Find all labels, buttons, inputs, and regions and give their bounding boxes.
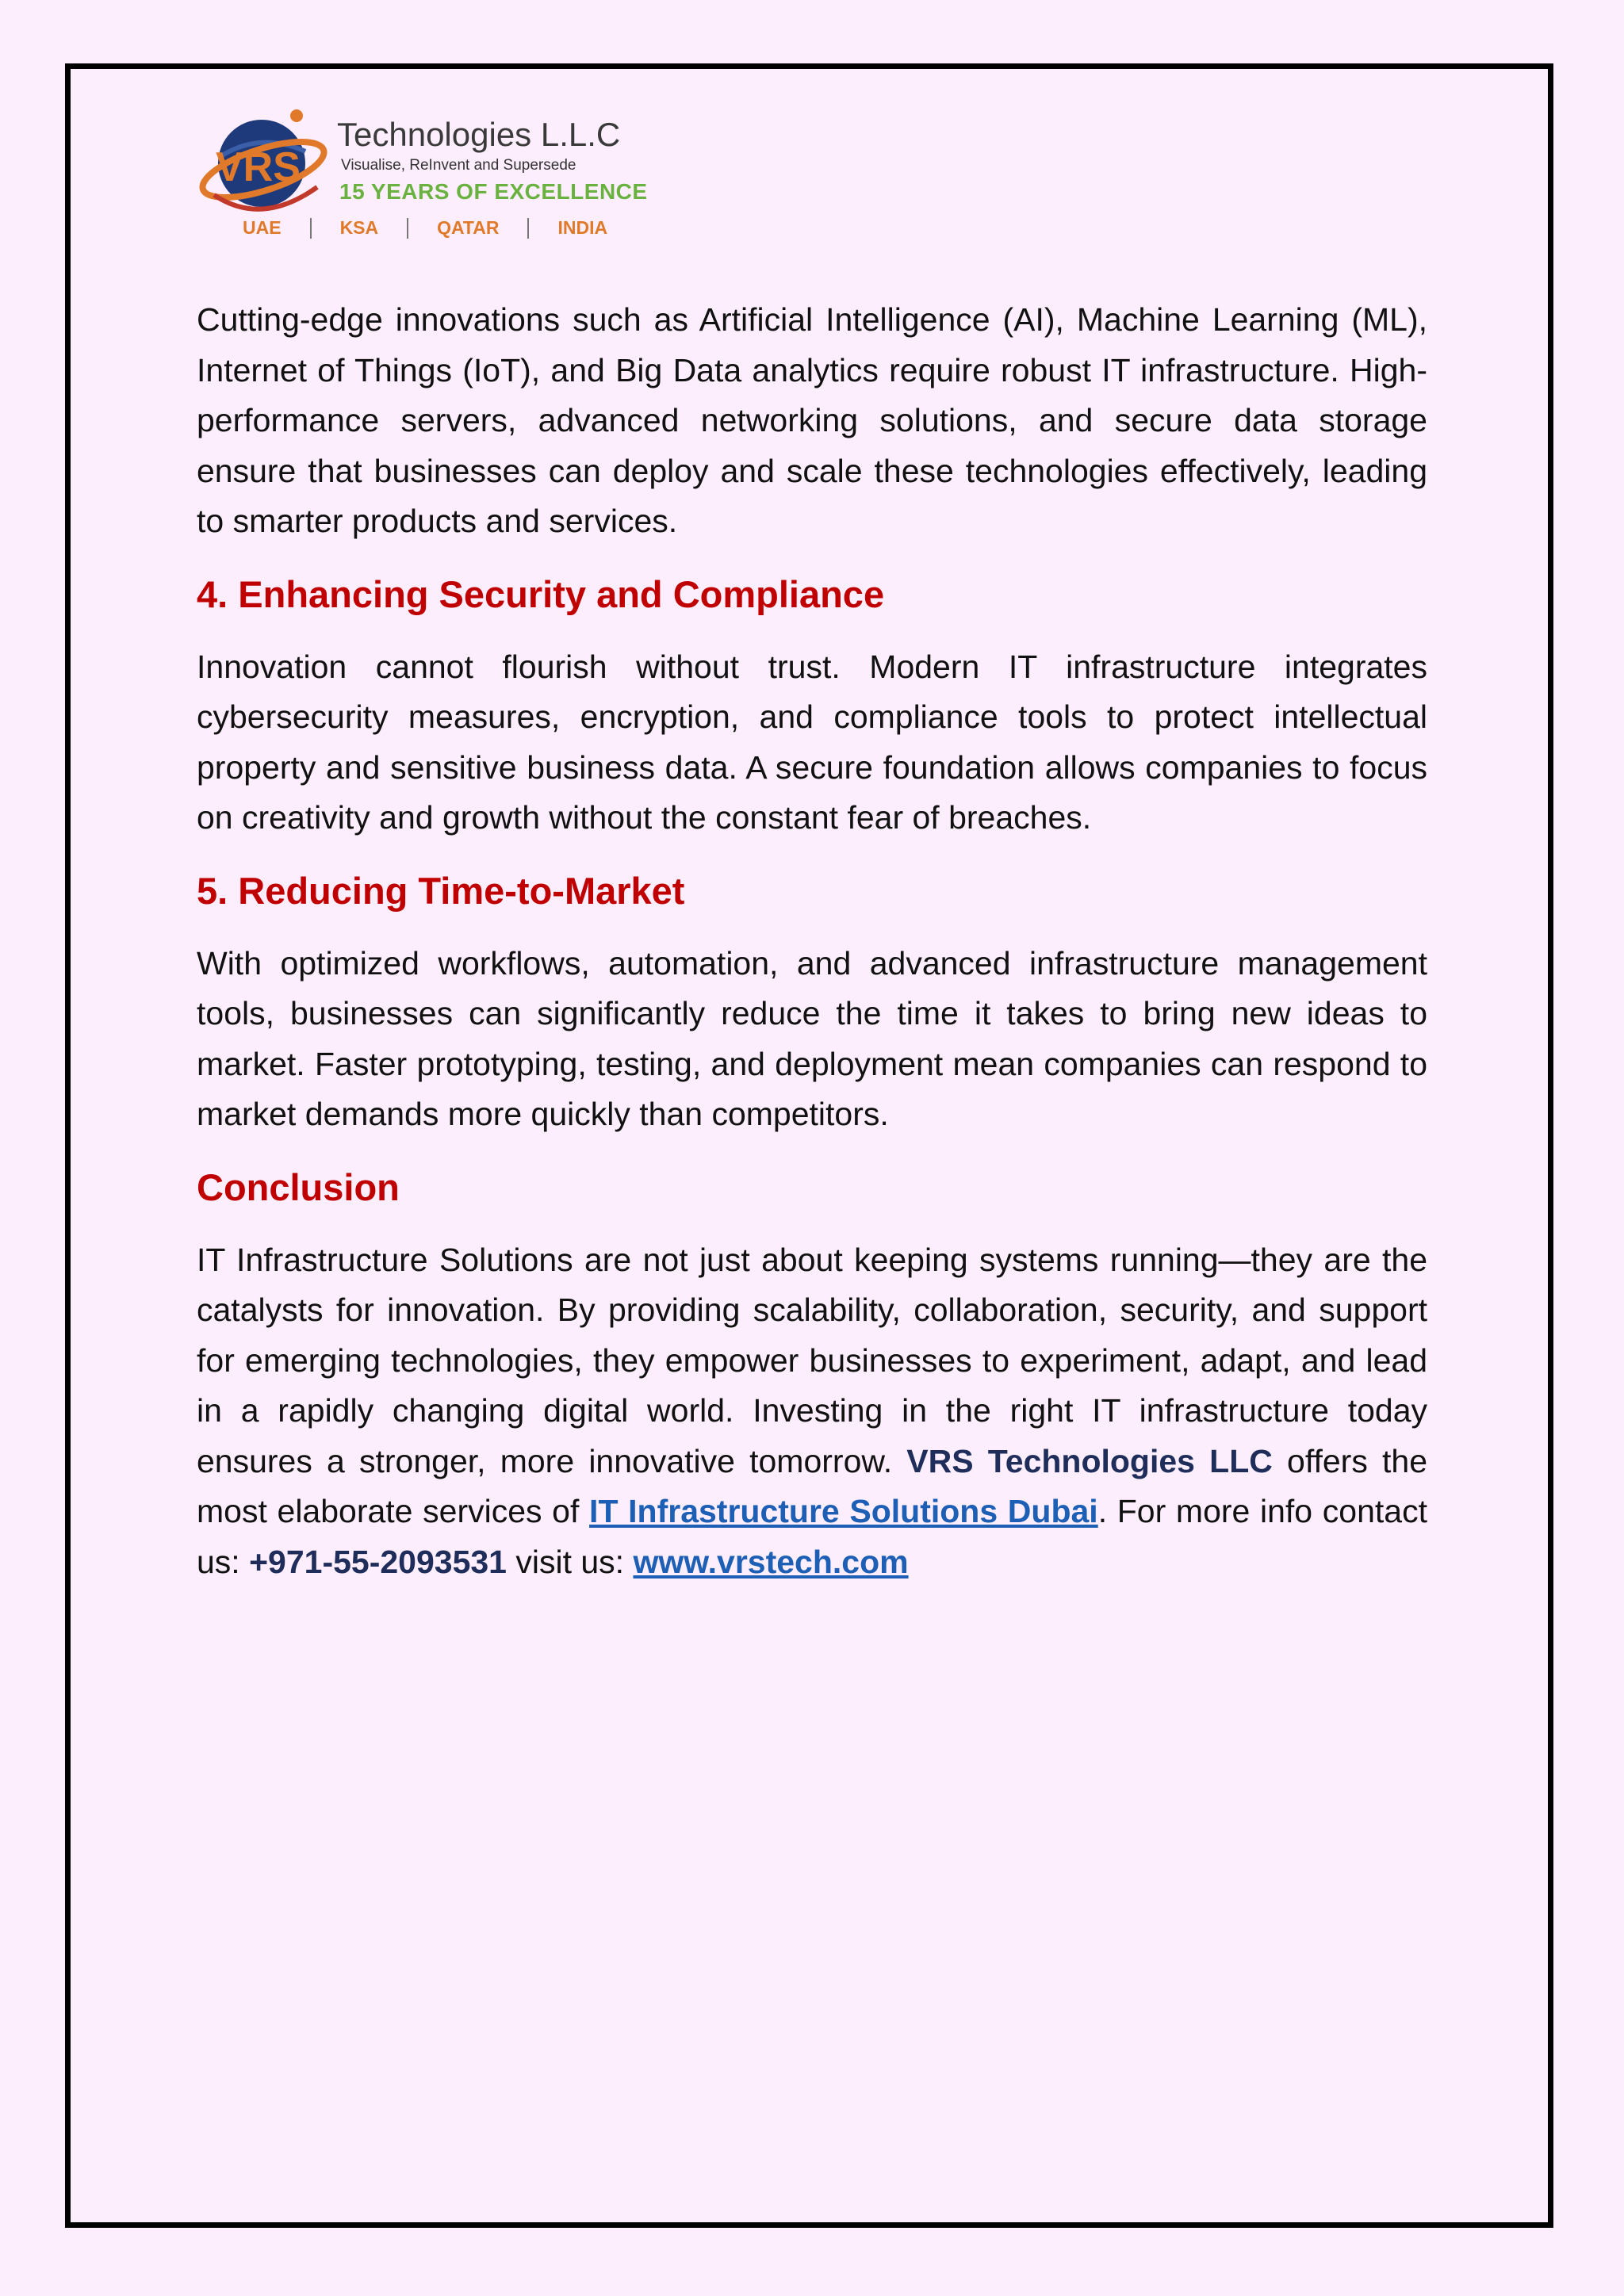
logo-regions: [243, 217, 607, 239]
region-qatar: QATAR: [437, 217, 500, 238]
service-link[interactable]: IT Infrastructure Solutions Dubai: [589, 1493, 1098, 1529]
logo-mark-text: VRS: [216, 144, 301, 190]
conclusion-contact-text: . For more info contact us:: [197, 1493, 1427, 1580]
document-body: [197, 295, 1427, 1587]
company-logo: [198, 108, 658, 247]
logo-excellence: 15 YEARS OF EXCELLENCE: [339, 179, 648, 204]
region-uae: UAE: [243, 217, 282, 238]
section-5-paragraph: With optimized workflows, automation, and advanced infrastructure management tools, businesses can significantly reduce the time it takes to bring new ideas to market. Faster prototyping, testing, and deployment mean companies can respond to market demands more quickly than competitors.: [197, 944, 1427, 1132]
region-india: INDIA: [557, 217, 608, 238]
website-link[interactable]: www.vrstech.com: [633, 1543, 909, 1580]
region-divider: [527, 218, 529, 239]
region-divider: [310, 218, 312, 239]
region-divider: [407, 218, 408, 239]
logo-tagline: Visualise, ReInvent and Supersede: [341, 157, 576, 174]
conclusion-visit-text: visit us:: [506, 1543, 634, 1580]
conclusion-offers-text: offers the most elaborate services of: [197, 1442, 1428, 1529]
intro-paragraph: Cutting-edge innovations such as Artificial Intelligence (AI), Machine Learning (ML), Internet of Things (IoT), and Big Data analytics require robust IT infrastructure. High-performance servers, advanced networking solutions, and secure data storage ensure that businesses can deploy and scale these technologies effectively, leading to smarter products and services.: [197, 301, 1427, 539]
company-name: VRS Technologies LLC: [906, 1442, 1273, 1479]
vrs-globe-icon: [198, 108, 341, 219]
section-5-heading: 5. Reducing Time-to-Market: [197, 869, 685, 912]
section-4-heading: 4. Enhancing Security and Compliance: [197, 572, 885, 615]
section-4-paragraph: Innovation cannot flourish without trust. Modern IT infrastructure integrates cybersecurity measures, encryption, and compliance tools to protect intellectual property and sensitive business data. A secure foundation allows companies to focus on creativity and growth without the constant fear of breaches.: [197, 648, 1427, 836]
conclusion-paragraph: [197, 1235, 1427, 1588]
conclusion-heading: Conclusion: [197, 1165, 400, 1208]
logo-company-name: Technologies L.L.C: [337, 116, 621, 153]
phone-number: +971-55-2093531: [249, 1543, 507, 1580]
region-ksa: KSA: [339, 217, 379, 238]
conclusion-main-text: IT Infrastructure Solutions are not just about keeping systems running—they are the catalysts for innovation. By providing scalability, collaboration, security, and support for emerging technologies, they empower businesses to experiment, adapt, and lead in a rapidly changing digital world. Investing in the right IT infrastructure today ensures a stronger, more innovative tomorrow.: [197, 1241, 1427, 1479]
